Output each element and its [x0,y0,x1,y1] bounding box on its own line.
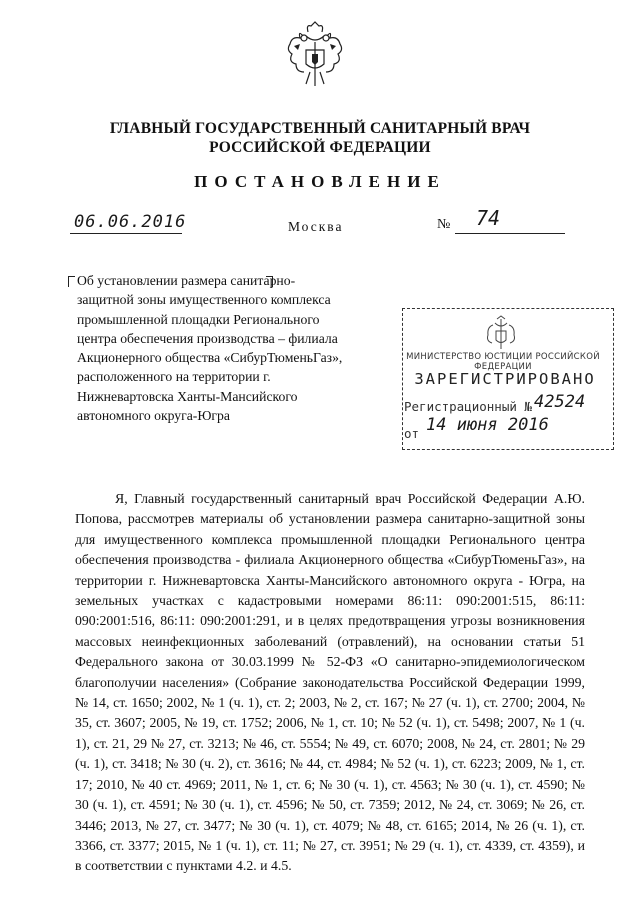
document-title: ПОСТАНОВЛЕНИЕ [194,172,446,191]
issuer-line-1: ГЛАВНЫЙ ГОСУДАРСТВЕННЫЙ САНИТАРНЫЙ ВРАЧ [109,120,531,137]
subject-bracket-left [68,276,75,287]
city: Москва [288,219,344,234]
stamp-emblem-icon [483,315,519,353]
stamp-registered: ЗАРЕГИСТРИРОВАНО [414,370,596,388]
stamp-date-value: 14 июня 2016 [426,415,549,435]
coat-of-arms-icon [282,20,348,88]
body-paragraph: Я, Главный государственный санитарный врач Российской Федерации А.Ю. Попова, рассмотрев материалы об установлении размера санитарно-защитной зоны для имущественного комплекса промышленной площадки Регионального центра обеспечения производства - филиала Акционерного общества «СибурТюменьГаз», на территории г. Нижневартовска Ханты-Мансийского автономного округа - Югра, на земельных участках с кадастровыми номерами 86:11: 090:2001:515, 86:11: 090:2001:516, 86:11: 090:2001:291, и в целях предотвращения угрозы возникновения массовых неинфекционных заболеваний (отравлений), на основании статьи 51 Федерального закона от 30.03.1999 № 52-ФЗ «О санитарно-эпидемиологическом благополучии населения» (Собрание законодательства Российской Федерации 1999, № 14, ст. 1650; 2002, № 1 (ч. 1), ст. 2; 2003, № 2, ст. 167; № 27 (ч. 1), ст. 2700; 2004, № 35, ст. 3607; 2005, № 19, ст. 1752; 2006, № 1, ст. 10; № 52 (ч. 1), ст. 5498; 2007, № 1 (ч. 1), ст. 21, 29 № 27, ст. 3213; № 46, ст. 5554; № 49, ст. 6070; 2008, № 24, ст. 2801; № 29 (ч. 1), ст. 3418; № 30 (ч. 2), ст. 3616; № 44, ст. 4984; № 52 (ч. 1), ст. 6223; 2009, № 1, ст. 17; 2010, № 40 ст. 4969; 2011, № 1, ст. 6; № 30 (ч. 1), ст. 4563; № 30 (ч. 1), ст. 4590; № 30 (ч. 1), ст. 4591; № 30 (ч. 1), ст. 4596; № 50, ст. 7359; 2012, № 24, ст. 3069; № 26, ст. 3446; 2013, № 27, ст. 3477; № 30 (ч. 1), ст. 4079; № 48, ст. 6165; 2014, № 26 (ч. 1), ст. 3366, ст. 3377; 2015, № 1 (ч. 1), ст. 11; № 27, ст. 3951; № 29 (ч. 1), ст. 4339, ст. 4359), и в соответствии с пунктами 4.2. и 4.5. [75,491,585,874]
issuer-line-2: РОССИЙСКОЙ ФЕДЕРАЦИИ [209,139,431,156]
handwritten-number: 74 [476,206,501,230]
subject-text: Об установлении размера санитарно-защитной зоны имущественного комплекса промышленной площадки Регионального центра обеспечения производства – филиала Акционерного общества «СибурТюменьГаз», расположенного на территории г. Нижневартовска Ханты-Мансийского автономного округа-Югра [77,273,343,424]
stamp-regnum-label: Регистрационный № [404,399,532,414]
number-label: № [437,217,451,232]
date-underline [70,233,182,234]
stamp-from-label: от [404,426,420,441]
number-underline [455,233,565,234]
handwritten-date: 06.06.2016 [74,212,187,232]
stamp-ministry: МИНИСТЕРСТВО ЮСТИЦИИ РОССИЙСКОЙ ФЕДЕРАЦИИ [406,352,600,372]
stamp-regnum-value: 42524 [534,392,586,412]
